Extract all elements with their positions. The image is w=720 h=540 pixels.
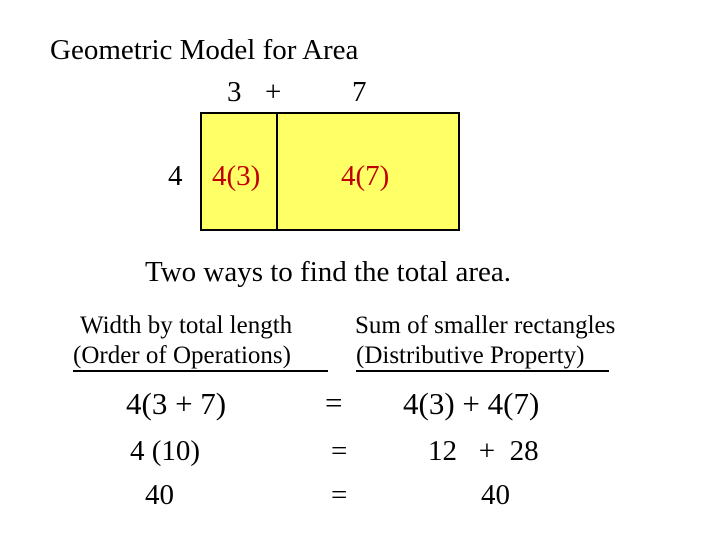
- width-label-4: 4: [168, 160, 183, 192]
- subtitle: Two ways to find the total area.: [145, 256, 511, 288]
- right-method-heading: Sum of smaller rectangles: [355, 312, 616, 339]
- step1-left-expression: 4 (10): [130, 435, 201, 467]
- step2-left-result: 40: [145, 479, 174, 511]
- right-method-subheading: (Distributive Property): [356, 342, 585, 369]
- equation-left-expression: 4(3 + 7): [126, 386, 227, 421]
- length-label-7: 7: [352, 76, 367, 108]
- right-method-underline: [356, 370, 609, 372]
- left-method-heading: Width by total length: [80, 312, 293, 339]
- length-plus-sign: +: [265, 76, 282, 108]
- step2-equals-sign: =: [331, 479, 348, 511]
- left-method-underline: [73, 370, 328, 372]
- left-area-label: 4(3): [212, 160, 261, 192]
- right-area-label: 4(7): [341, 160, 390, 192]
- equation-equals-sign: =: [325, 385, 343, 420]
- slide-title: Geometric Model for Area: [50, 34, 359, 66]
- equation-right-expression: 4(3) + 4(7): [403, 386, 540, 421]
- step1-equals-sign: =: [331, 435, 348, 467]
- area-model-rectangle: [200, 112, 460, 231]
- left-sub-rectangle: [202, 114, 278, 229]
- step1-right-expression: 12 + 28: [428, 435, 539, 467]
- step2-right-result: 40: [481, 479, 510, 511]
- length-label-3: 3: [227, 76, 242, 108]
- right-sub-rectangle: [278, 114, 458, 229]
- left-method-subheading: (Order of Operations): [73, 342, 291, 369]
